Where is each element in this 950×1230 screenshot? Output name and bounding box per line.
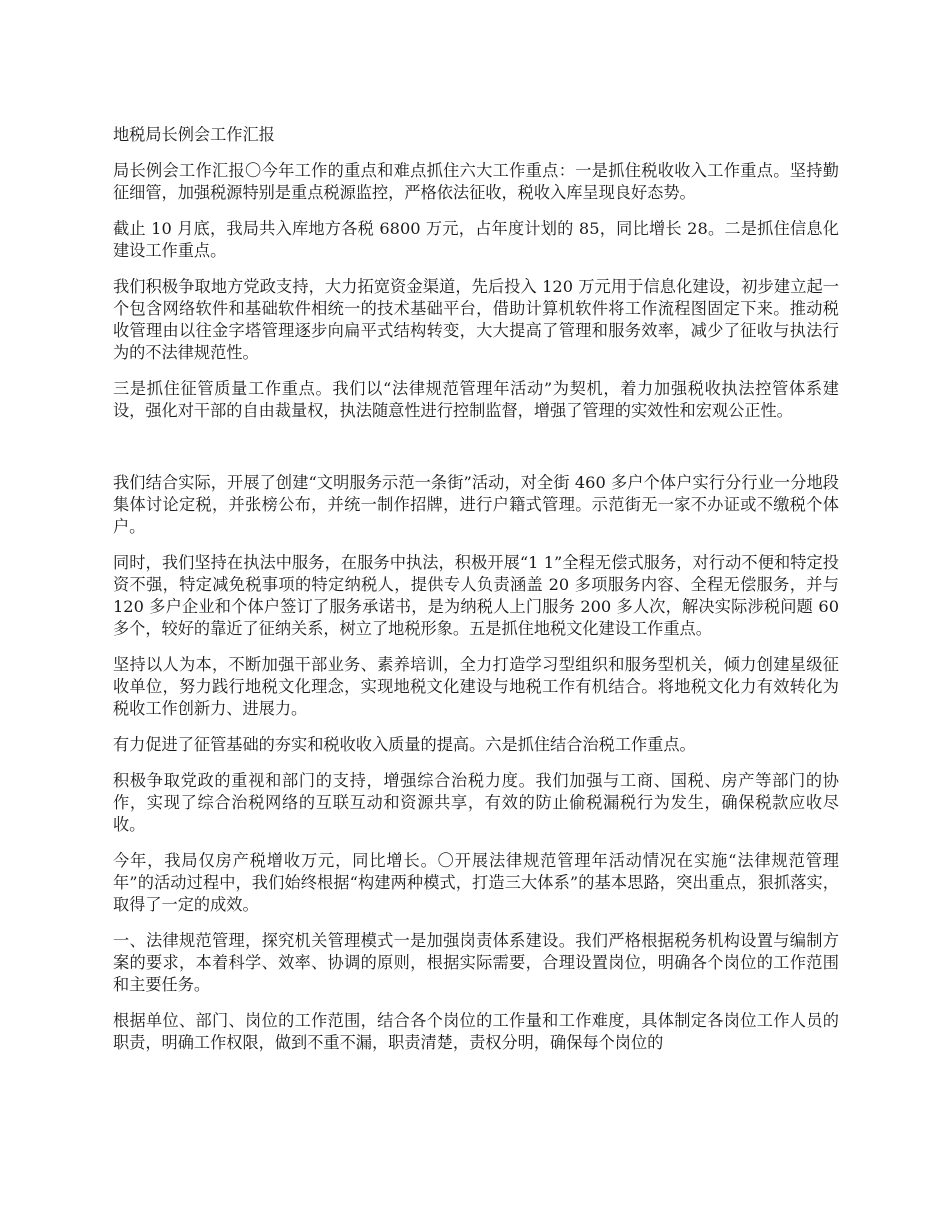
paragraph-12: 根据单位、部门、岗位的工作范围，结合各个岗位的工作量和工作难度，具体制定各岗位工作人员的职责，明确工作权限，做到不重不漏，职责清楚，责权分明，确保每个岗位的 <box>113 1011 839 1052</box>
paragraph-4: 三是抓住征管质量工作重点。我们以“法律规范管理年活动”为契机，着力加强税收执法控管体系建设，强化对干部的自由裁量权，执法随意性进行控制监督，增强了管理的实效性和宏观公正性。 <box>113 379 839 420</box>
paragraph-7: 坚持以人为本，不断加强干部业务、素养培训，全力打造学习型组织和服务型机关，倾力创建星级征收单位，努力践行地税文化理念，实现地税文化建设与地税工作有机结合。将地税文化力有效转化为税收工作创新力、进展力。 <box>113 655 839 718</box>
document-title: 地税局长例会工作汇报 <box>113 125 275 144</box>
paragraph-1: 局长例会工作汇报〇今年工作的重点和难点抓住六大工作重点：一是抓住税收收入工作重点。坚持勤征细管，加强税源特别是重点税源监控，严格依法征收，税收入库呈现良好态势。 <box>113 161 839 202</box>
section-gap <box>113 436 839 472</box>
paragraph-10: 今年，我局仅房产税增收万元，同比增长。〇开展法律规范管理年活动情况在实施“法律规范管理年”的活动过程中，我们始终根据“构建两种模式，打造三大体系”的基本思路，突出重点，狠抓落实，取得了一定的成效。 <box>113 851 839 914</box>
paragraph-9: 积极争取党政的重视和部门的支持，增强综合治税力度。我们加强与工商、国税、房产等部门的协作，实现了综合治税网络的互联互动和资源共享，有效的防止偷税漏税行为发生，确保税款应收尽收。 <box>113 771 839 834</box>
paragraph-11: 一、法律规范管理，探究机关管理模式一是加强岗责体系建设。我们严格根据税务机构设置与编制方案的要求，本着科学、效率、协调的原则，根据实际需要，合理设置岗位，明确各个岗位的工作范围和主要任务。 <box>113 931 839 994</box>
paragraph-2: 截止 10 月底，我局共入库地方各税 6800 万元，占年度计划的 85，同比增长 28。二是抓住信息化建设工作重点。 <box>113 219 839 260</box>
paragraph-3: 我们积极争取地方党政支持，大力拓宽资金渠道，先后投入 120 万元用于信息化建设，初步建立起一个包含网络软件和基础软件相统一的技术基础平台，借助计算机软件将工作流程图固定下来。推动税收管理由以往金字塔管理逐步向扁平式结构转变，大大提高了管理和服务效率，减少了征收与执法行为的不法律规范性。 <box>113 277 839 362</box>
paragraph-6: 同时，我们坚持在执法中服务，在服务中执法，积极开展“1 1”全程无偿式服务，对行动不便和特定投资不强，特定减免税事项的特定纳税人，提供专人负责涵盖 20 多项服务内容、全程无偿服务，并与 120 多户企业和个体户签订了服务承诺书，是为纳税人上门服务 200 多人次，解决实际涉税问题 60 多个，较好的靠近了征纳关系，树立了地税形象。五是抓住地税文化建设工作重点。 <box>113 553 839 638</box>
paragraph-5: 我们结合实际，开展了创建“文明服务示范一条街”活动，对全街 460 多户个体户实行分行业一分地段集体讨论定税，并张榜公布，并统一制作招牌，进行户籍式管理。示范街无一家不办证或不缴税个体户。 <box>113 473 839 536</box>
paragraph-8: 有力促进了征管基础的夯实和税收收入质量的提高。六是抓住结合治税工作重点。 <box>113 735 696 754</box>
document-page <box>113 124 839 1068</box>
